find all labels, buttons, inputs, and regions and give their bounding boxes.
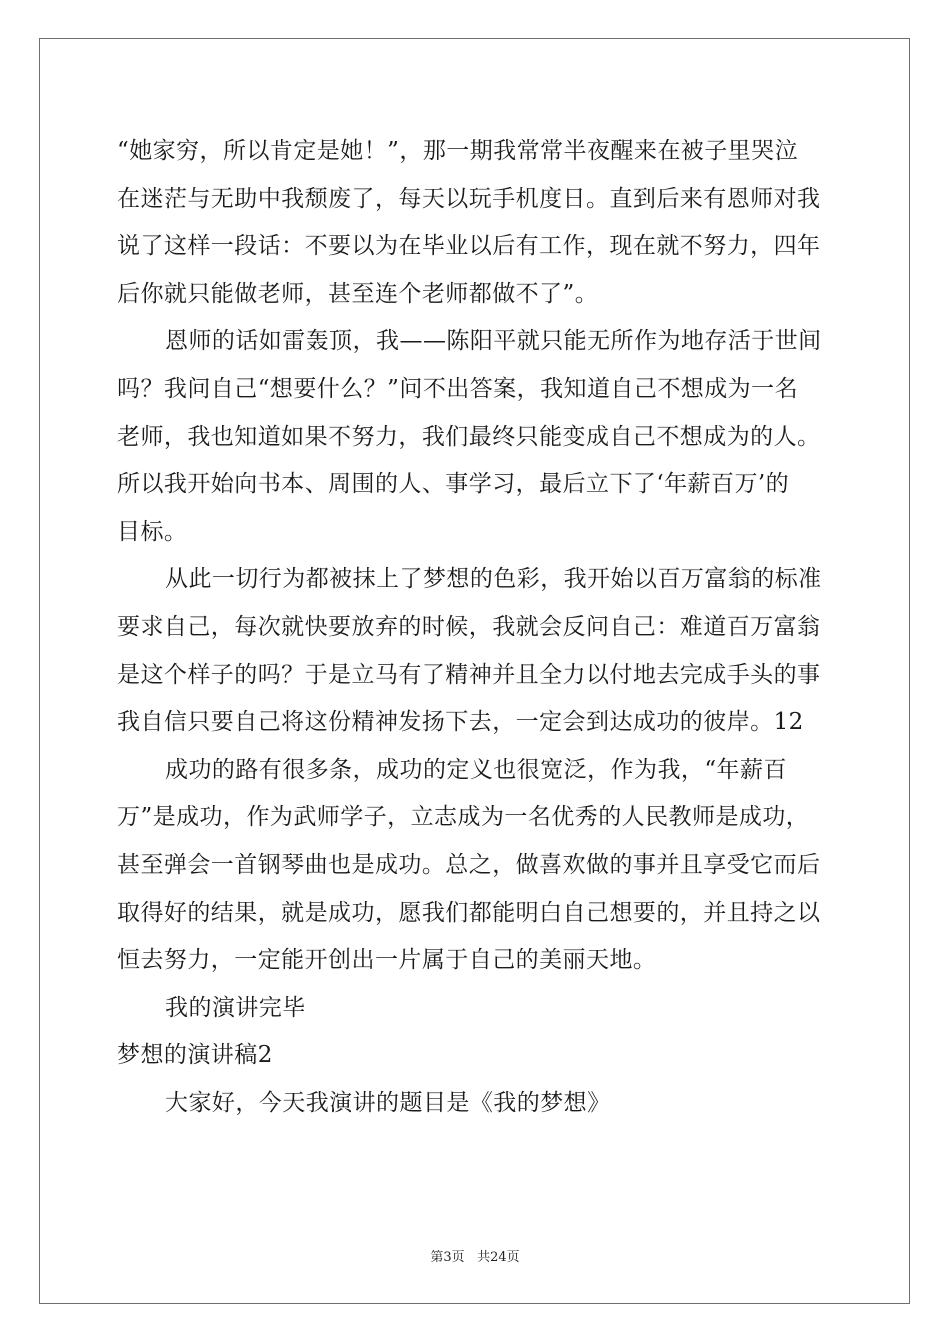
text-line: 恒去努力，一定能开创出一片属于自己的美丽天地。 <box>117 947 657 974</box>
text-line: 万”是成功，作为武师学子，立志成为一名优秀的人民教师是成功， <box>117 804 810 831</box>
text-line: “她家穷，所以肯定是她！”，那一期我常常半夜醒来在被子里哭泣 <box>117 138 799 164</box>
page-total: 共24页 <box>477 1250 520 1265</box>
text-line: 在迷茫与无助中我颓废了，每天以玩手机度日。直到后来有恩师对我 <box>117 185 821 212</box>
section-heading: 梦想的演讲稿2 <box>117 1042 273 1069</box>
text-line: 大家好，今天我演讲的题目是《我的梦想》 <box>165 1089 611 1116</box>
text-line: 我的演讲完毕 <box>165 994 306 1021</box>
text-line: 老师，我也知道如果不努力，我们最终只能变成自己不想成为的人。 <box>117 423 821 450</box>
text-line: 目标。 <box>117 518 188 545</box>
text-line: 甚至弹会一首钢琴曲也是成功。总之，做喜欢做的事并且享受它而后 <box>117 851 821 878</box>
text-line: 是这个样子的吗？于是立马有了精神并且全力以付地去完成手头的事 <box>117 661 821 688</box>
document-body <box>117 128 837 1127</box>
text-line: 恩师的话如雷轰顶，我——陈阳平就只能无所作为地存活于世间 <box>165 328 822 355</box>
text-line: 取得好的结果，就是成功，愿我们都能明白自己想要的，并且持之以 <box>117 899 821 926</box>
text-line: 成功的路有很多条，成功的定义也很宽泛，作为我，“年薪百 <box>165 756 787 783</box>
text-line: 我自信只要自己将这份精神发扬下去，一定会到达成功的彼岸。12 <box>117 709 804 736</box>
text-line: 吗？我问自己“想要什么？”问不出答案，我知道自己不想成为一名 <box>117 375 799 402</box>
text-line: 所以我开始向书本、周围的人、事学习，最后立下了‘年薪百万’的 <box>117 471 790 498</box>
page-number: 第3页 <box>430 1250 465 1265</box>
text-line: 说了这样一段话：不要以为在毕业以后有工作，现在就不努力，四年 <box>117 233 821 260</box>
text-line: 后你就只能做老师，甚至连个老师都做不了”。 <box>117 280 599 307</box>
text-line: 要求自己，每次就快要放弃的时候，我就会反问自己：难道百万富翁 <box>117 613 821 640</box>
text-line: 从此一切行为都被抹上了梦想的色彩，我开始以百万富翁的标准 <box>165 566 822 593</box>
page-footer <box>0 1246 950 1265</box>
